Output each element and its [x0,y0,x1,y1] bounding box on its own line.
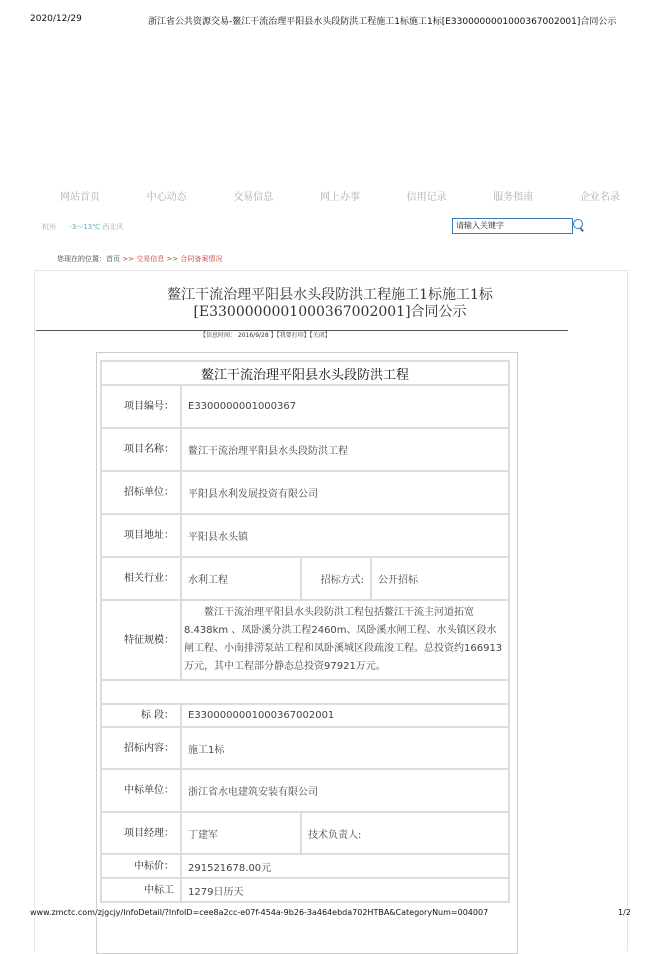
value: E3300000001000367002001 [181,704,509,727]
page-number: 1/2 [618,908,631,917]
weather-wind: 西北风 [102,223,124,231]
label: 中标单位： [101,769,181,812]
label: 项目地址： [101,514,181,557]
value: E3300000001000367 [181,385,509,428]
nav-news[interactable]: 中心动态 [146,192,187,203]
breadcrumb-home[interactable]: 您现在的位置：首页 [57,255,120,263]
nav-guide[interactable]: 服务指南 [493,192,534,203]
label: 项目经理： [101,812,181,854]
label: 标 段： [101,704,181,727]
value: 浙江省水电建筑安装有限公司 [181,769,509,812]
search-input[interactable]: 请输入关键字 [452,218,573,234]
label: 中标价： [101,854,181,878]
search-icon[interactable] [573,219,583,229]
nav-home[interactable]: 网站首页 [60,192,100,203]
weather [42,222,123,232]
label: 特征规模： [101,600,181,680]
value: 施工1标 [181,727,509,769]
print-date: 2020/12/29 [30,14,82,24]
nav-trade[interactable]: 交易信息 [233,192,274,203]
label: 招标单位： [101,471,181,514]
print-link[interactable]: 【我要打印】 [276,332,310,339]
title-line-2: [E3300000001000367002001]合同公示 [193,304,467,320]
value: 水利工程 [181,557,301,600]
value: 1279日历天 [181,878,509,902]
breadcrumb [57,254,222,264]
title-line-1: 鳌江干流治理平阳县水头段防洪工程施工1标施工1标 [167,287,493,303]
article-meta [200,330,331,339]
value: 平阳县水头镇 [181,514,509,557]
contract-table [100,360,510,903]
nav-online[interactable]: 网上办事 [319,192,360,203]
nav-companies[interactable]: 企业名录 [579,192,620,203]
table-heading: 鳌江干流治理平阳县水头段防洪工程 [101,361,509,385]
label: 项目编号： [101,385,181,428]
value: 鳌江干流治理平阳县水头段防洪工程 [181,428,509,471]
weather-temp: -3～13℃ [69,223,101,231]
main-nav [60,188,620,203]
value: 公开招标 [371,557,509,600]
weather-city: 杭州 [42,223,56,231]
label: 项目名称： [101,428,181,471]
print-title: 浙江省公共资源交易-鳌江干流治理平阳县水头段防洪工程施工1标施工1标[E3300000001000367002001]合同公示 [148,17,617,27]
value: 丁建军 [181,812,301,854]
label: 招标方式: [301,557,371,600]
breadcrumb-trade[interactable]: >> 交易信息 [122,255,165,263]
blank-row [101,680,509,704]
value: 平阳县水利发展投资有限公司 [181,471,509,514]
info-time: 【信息时间： 2016/9/28 】 [200,332,277,339]
value: 291521678.00元 [181,854,509,878]
nav-credit[interactable]: 信用记录 [406,192,447,203]
label: 中标工 [101,878,181,902]
page-title [100,287,560,321]
breadcrumb-contracts[interactable]: >> 合同备案情况 [166,255,223,263]
label: 相关行业： [101,557,181,600]
label: 技术负责人: [301,812,509,854]
label: 招标内容： [101,727,181,769]
footer-url: www.zmctc.com/zjgcjy/InfoDetail/?InfoID=cee8a2cc-e07f-454a-9b26-3a464ebda702HTBA&CategoryNum=004007 [30,908,489,917]
value: 鳌江干流治理平阳县水头段防洪工程包括鳌江干流主河道拓宽8.438km 、凤卧溪分洪工程2460m、凤卧溪水闸工程、水头镇区段水闸工程、小南排涝泵站工程和凤卧溪城区段疏浚工程。总投资约166913万元，其中工程部分静态总投资97921万元。 [181,600,509,680]
close-link[interactable]: 【关闭】 [309,332,331,339]
